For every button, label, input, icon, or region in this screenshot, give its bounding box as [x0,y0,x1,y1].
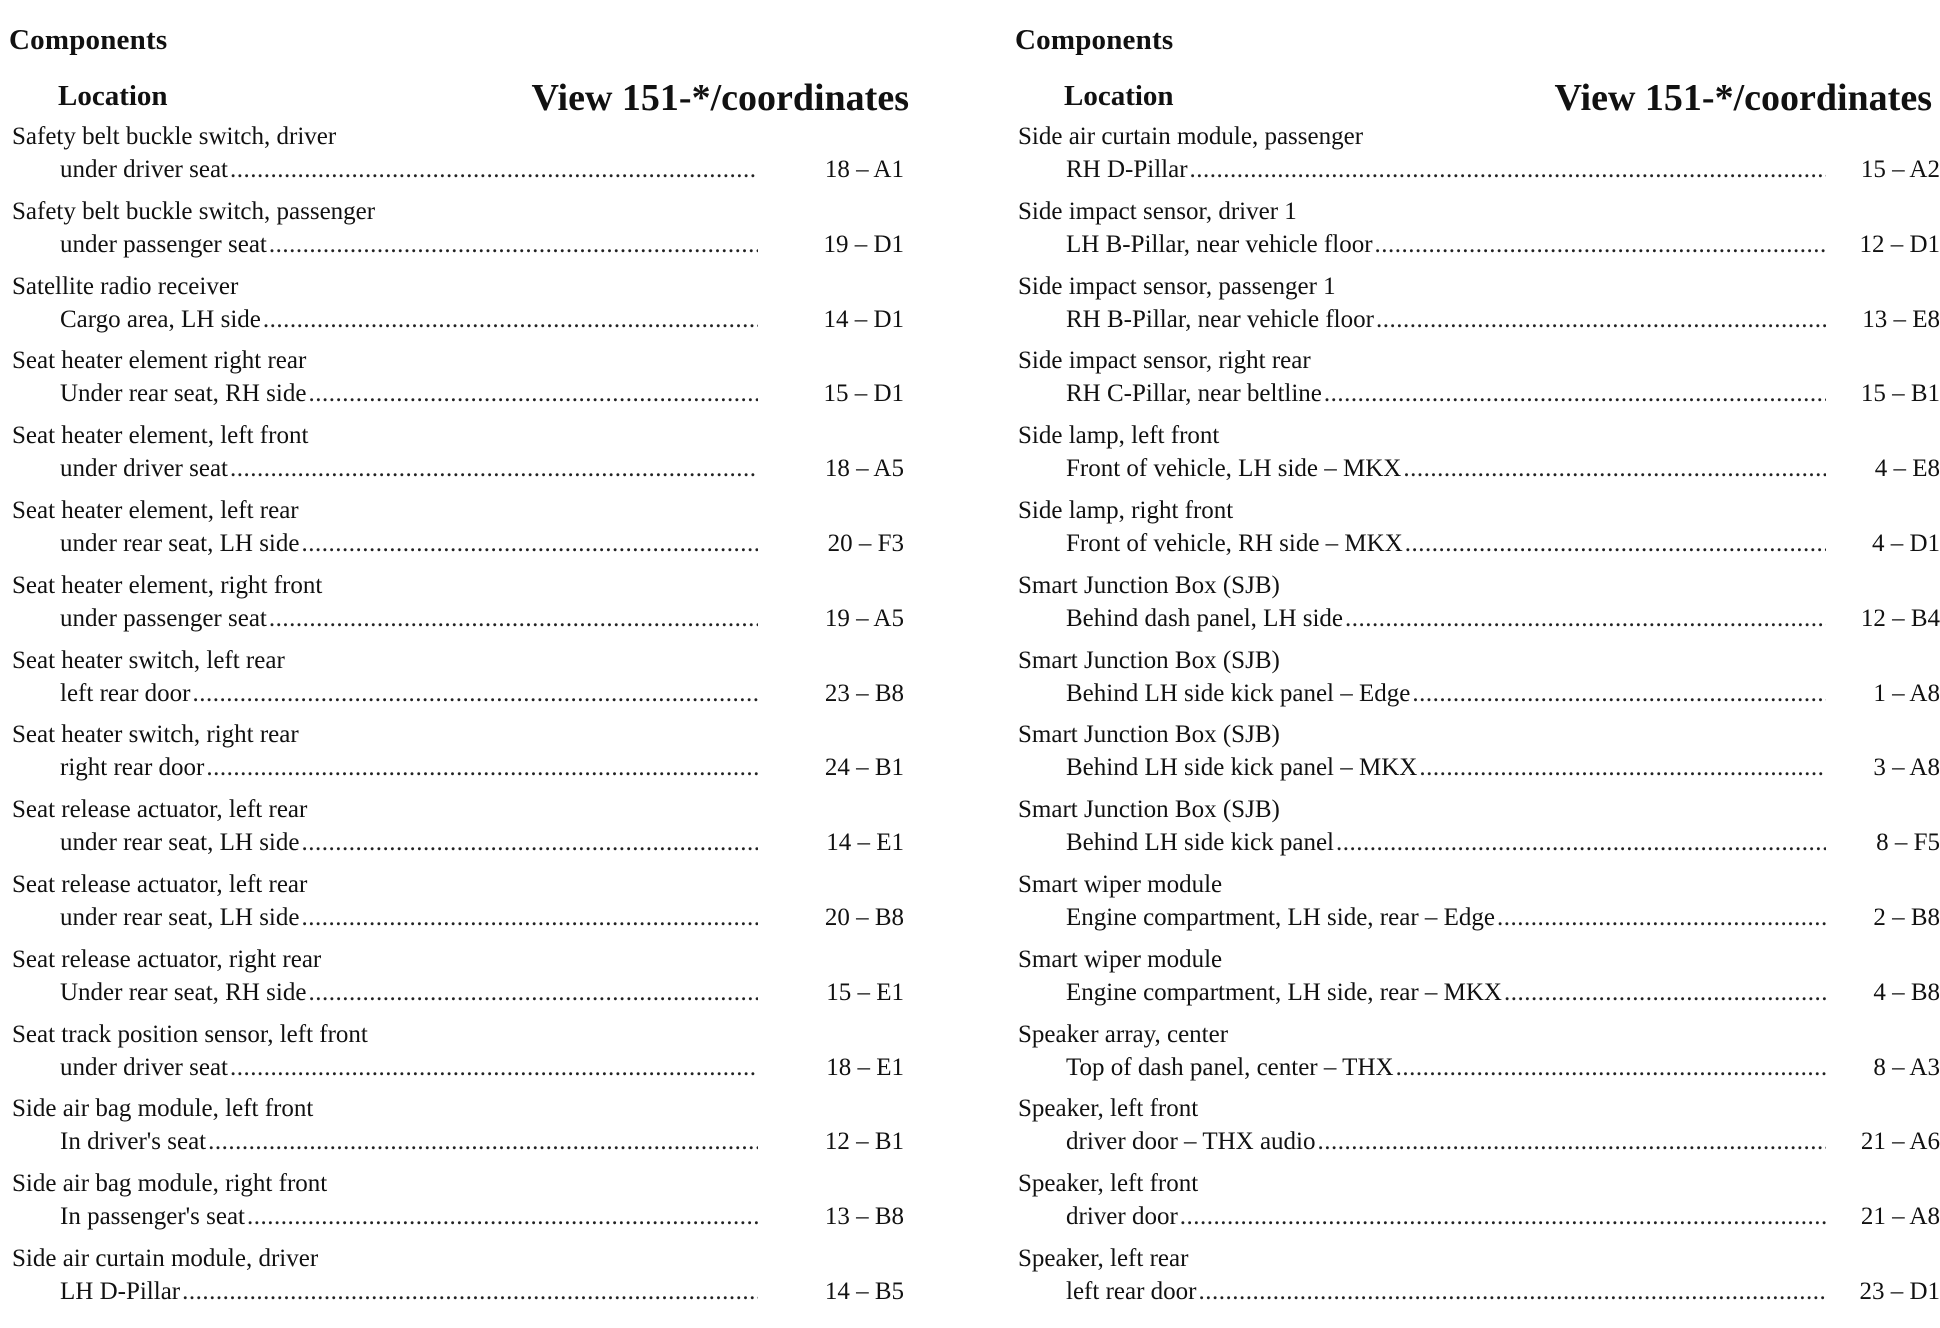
view-coordinate: 12 – B1 [824,1128,904,1156]
component-name: Smart Junction Box (SJB) [1018,721,1280,749]
component-name: Smart Junction Box (SJB) [1018,646,1280,674]
component-name: Speaker, left front [1018,1095,1199,1123]
component-name: Side impact sensor, driver 1 [1018,197,1297,225]
component-name: Seat release actuator, left rear [12,796,308,824]
location-line [60,602,758,635]
dot-leader [1419,751,1826,784]
dot-leader [206,751,758,784]
location-line [1066,901,1826,934]
location-line [1066,452,1826,485]
view-coordinate: 18 – A5 [824,455,904,483]
component-location: In passenger's seat [60,1203,245,1231]
view-coordinate: 8 – F5 [1876,829,1940,857]
location-line [1066,153,1826,186]
view-coordinate: 23 – B8 [824,679,904,707]
component-name: Seat track position sensor, left front [12,1020,368,1048]
view-coordinate: 15 – A2 [1860,156,1940,183]
view-coordinate: 24 – B1 [824,754,904,782]
component-name: Side impact sensor, passenger 1 [1018,272,1336,300]
component-entry [1006,569,1940,644]
component-entry [0,793,920,868]
component-location: under rear seat, LH side [60,903,300,931]
dot-leader [1198,1275,1826,1308]
component-entry [0,1167,920,1242]
location-line [60,1051,758,1084]
dot-leader [230,1051,758,1084]
view-coordinate: 15 – E1 [826,978,904,1006]
component-name: Seat heater switch, right rear [12,721,299,749]
view-coordinate: 13 – E8 [1862,305,1940,333]
location-line [60,1275,758,1308]
component-location: Front of vehicle, LH side – MKX [1066,455,1402,483]
component-location: left rear door [60,679,191,707]
view-coordinates-header: View 151-*/coordinates [1554,77,1932,119]
component-entry [0,569,920,644]
view-coordinate: 14 – B5 [824,1277,904,1305]
dot-leader [230,452,758,485]
component-entry [1006,1092,1940,1167]
component-location: Engine compartment, LH side, rear – Edge [1066,903,1496,931]
component-name: Side air curtain module, driver [12,1244,319,1272]
component-entry [1006,1018,1940,1093]
component-entry [1006,868,1940,943]
dot-leader [1403,452,1826,485]
dot-leader [1180,1200,1826,1233]
component-location: LH B-Pillar, near vehicle floor [1066,230,1373,258]
component-location: Under rear seat, RH side [60,978,307,1006]
component-location: under passenger seat [60,604,267,632]
dot-leader [208,1125,758,1158]
location-line [60,377,758,410]
dot-leader [1504,976,1826,1009]
component-entry [0,419,920,494]
view-coordinate: 19 – D1 [823,230,904,258]
component-entry [0,1092,920,1167]
component-name: Seat heater element right rear [12,347,307,375]
component-list [1006,120,1940,1317]
view-coordinates-header: View 151-*/coordinates [531,77,909,119]
component-entry [1006,1167,1940,1242]
location-line [1066,976,1826,1009]
view-coordinate: 13 – B8 [824,1203,904,1231]
component-entry [0,120,920,195]
dot-leader [301,826,758,859]
view-coordinate: 18 – A1 [824,156,904,183]
dot-leader [301,901,758,934]
component-name: Seat heater element, right front [12,571,323,599]
view-coordinate: 12 – B4 [1860,604,1940,632]
location-line [1066,677,1826,710]
component-location: driver door [1066,1203,1178,1231]
location-line [1066,377,1826,410]
dot-leader [247,1200,758,1233]
component-entry [1006,1242,1940,1317]
dot-leader [182,1275,758,1308]
dot-leader [192,677,758,710]
view-coordinate: 1 – A8 [1873,679,1940,707]
dot-leader [1412,677,1826,710]
component-location: under rear seat, LH side [60,829,300,857]
component-entry [1006,195,1940,270]
component-name: Speaker, left front [1018,1170,1199,1198]
view-coordinate: 20 – B8 [824,903,904,931]
component-name: Safety belt buckle switch, driver [12,123,337,150]
dot-leader [269,602,758,635]
view-coordinate: 4 – E8 [1874,455,1940,483]
location-line [1066,826,1826,859]
location-line [60,677,758,710]
component-location: Behind LH side kick panel – Edge [1066,679,1411,707]
location-line [60,527,758,560]
dot-leader [1324,377,1826,410]
location-line [1066,1275,1826,1308]
component-location: under driver seat [60,156,228,183]
component-name: Side lamp, left front [1018,422,1220,450]
component-location: driver door – THX audio [1066,1128,1316,1156]
location-line [60,452,758,485]
component-location: RH B-Pillar, near vehicle floor [1066,305,1374,333]
component-name: Side lamp, right front [1018,496,1234,524]
component-location: Under rear seat, RH side [60,380,307,408]
view-coordinate: 14 – D1 [823,305,904,333]
location-line [60,303,758,336]
location-line [60,1125,758,1158]
component-name: Smart wiper module [1018,870,1223,898]
component-location: Top of dash panel, center – THX [1066,1053,1394,1081]
location-line [1066,228,1826,261]
component-location: Behind LH side kick panel – MKX [1066,754,1418,782]
location-line [60,751,758,784]
component-name: Seat heater element, left front [12,422,309,450]
dot-leader [308,976,758,1009]
view-coordinate: 19 – A5 [824,604,904,632]
view-coordinate: 14 – E1 [826,829,904,857]
component-location: RH C-Pillar, near beltline [1066,380,1322,408]
dot-leader [1345,602,1826,635]
component-entry [1006,644,1940,719]
component-name: Seat release actuator, right rear [12,945,322,973]
location-line [60,976,758,1009]
location-line [1066,527,1826,560]
component-name: Side air bag module, left front [12,1095,314,1123]
location-line [60,1200,758,1233]
component-entry [0,943,920,1018]
dot-leader [1375,228,1826,261]
component-name: Safety belt buckle switch, passenger [12,197,376,225]
view-coordinate: 21 – A8 [1860,1203,1940,1231]
component-entry [1006,344,1940,419]
dot-leader [269,228,758,261]
component-entry [0,1018,920,1093]
component-location: Behind dash panel, LH side [1066,604,1344,632]
dot-leader [230,153,758,186]
component-entry [0,344,920,419]
component-location: right rear door [60,754,205,782]
location-line [60,228,758,261]
component-name: Seat heater element, left rear [12,496,299,524]
component-entry [0,195,920,270]
location-line [1066,1051,1826,1084]
component-location: under driver seat [60,1053,228,1081]
component-name: Speaker, left rear [1018,1244,1189,1272]
component-name: Side air curtain module, passenger [1018,123,1364,150]
right-column [1006,0,1940,1328]
component-location: Front of vehicle, RH side – MKX [1066,529,1403,557]
view-coordinate: 4 – D1 [1871,529,1940,557]
component-location: left rear door [1066,1277,1197,1305]
component-location: Cargo area, LH side [60,305,261,333]
left-column [0,0,920,1328]
component-name: Side impact sensor, right rear [1018,347,1311,375]
section-title: Components [1015,24,1174,56]
location-line [60,901,758,934]
component-name: Smart Junction Box (SJB) [1018,796,1280,824]
component-entry [0,868,920,943]
dot-leader [308,377,758,410]
dot-leader [301,527,758,560]
component-name: Smart Junction Box (SJB) [1018,571,1280,599]
component-entry [0,270,920,345]
component-location: under rear seat, LH side [60,529,300,557]
dot-leader [1336,826,1826,859]
component-location: Behind LH side kick panel [1066,829,1334,857]
view-coordinate: 15 – D1 [823,380,904,408]
view-coordinate: 23 – D1 [1859,1277,1940,1305]
component-entry [0,1242,920,1317]
component-entry [1006,793,1940,868]
component-name: Satellite radio receiver [12,272,239,300]
component-entry [1006,419,1940,494]
location-header: Location [58,80,168,112]
view-coordinate: 3 – A8 [1873,754,1940,782]
location-line [60,826,758,859]
location-header: Location [1064,80,1174,112]
component-entry [1006,270,1940,345]
component-entry [0,494,920,569]
component-entry [1006,120,1940,195]
dot-leader [1376,303,1826,336]
component-entry [1006,943,1940,1018]
view-coordinate: 8 – A3 [1873,1053,1940,1081]
component-location: under driver seat [60,455,228,483]
location-line [1066,1125,1826,1158]
view-coordinate: 2 – B8 [1873,903,1940,931]
location-line [60,153,758,186]
dot-leader [1405,527,1826,560]
dot-leader [1318,1125,1827,1158]
component-name: Seat heater switch, left rear [12,646,285,674]
section-title: Components [9,24,168,56]
component-location: Engine compartment, LH side, rear – MKX [1066,978,1502,1006]
component-name: Seat release actuator, left rear [12,870,308,898]
component-entry [0,718,920,793]
component-location: In driver's seat [60,1128,207,1156]
location-line [1066,751,1826,784]
dot-leader [1190,153,1826,186]
view-coordinate: 12 – D1 [1859,230,1940,258]
location-line [1066,303,1826,336]
component-name: Speaker array, center [1018,1020,1229,1048]
location-line [1066,1200,1826,1233]
component-entry [1006,494,1940,569]
component-name: Smart wiper module [1018,945,1223,973]
component-entry [1006,718,1940,793]
dot-leader [1497,901,1826,934]
component-location: RH D-Pillar [1066,156,1188,183]
view-coordinate: 20 – F3 [827,529,904,557]
component-location: LH D-Pillar [60,1277,181,1305]
view-coordinate: 21 – A6 [1860,1128,1940,1156]
component-name: Side air bag module, right front [12,1170,328,1198]
dot-leader [1396,1051,1826,1084]
view-coordinate: 18 – E1 [826,1053,904,1081]
component-list [0,120,920,1317]
view-coordinate: 4 – B8 [1873,978,1940,1006]
location-line [1066,602,1826,635]
view-coordinate: 15 – B1 [1860,380,1940,408]
component-entry [0,644,920,719]
dot-leader [263,303,758,336]
component-location: under passenger seat [60,230,267,258]
